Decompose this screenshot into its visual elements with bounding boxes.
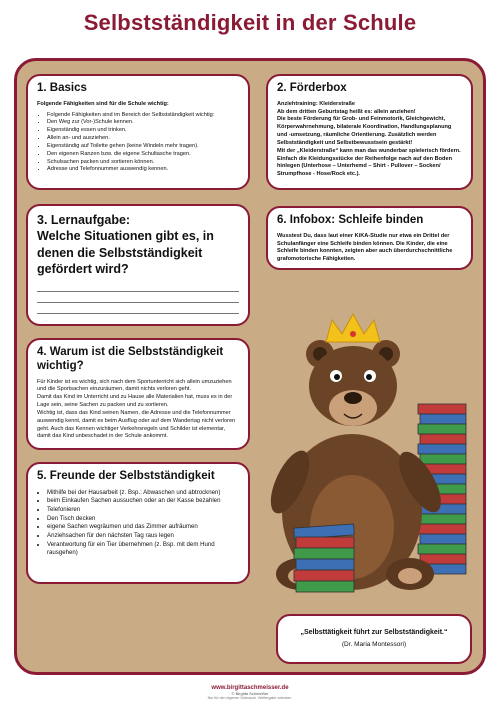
list-item: • Verantwortung für ein Tier übernehmen (z. Bsp. mit dem Hund rausgehen) (47, 541, 239, 558)
footer-copyright: © Birgitta Schmeißer (231, 691, 269, 696)
list-item: • Adresse und Telefonnummer auswendig kennen. (47, 166, 239, 174)
lernaufgabe-heading: 3. Lernaufgabe: (37, 213, 131, 227)
foerderbox-subheading: Anziehtraining: Kleiderstraße (277, 100, 356, 107)
lernaufgabe-box (26, 204, 250, 326)
list-item: • Schulsachen packen und sortieren können. (47, 159, 239, 167)
lernaufgabe-question: Welche Situationen gibt es, in denen die Selbstständigkeit gefördert wird? (37, 229, 214, 276)
basics-box (26, 74, 250, 190)
freunde-list (37, 489, 239, 558)
footer (0, 685, 500, 700)
list-item: • Den eigenen Ranzen bzw. die eigene Schultasche tragen. (47, 151, 239, 159)
list-item: • Allein an- und ausziehen. (47, 135, 239, 143)
answer-line[interactable] (37, 314, 239, 325)
footer-note: Nur für den eigenen Gebrauch. Weitergabe verboten. (207, 696, 293, 700)
list-item: • Eigenständig essen und trinken. (47, 127, 239, 135)
answer-line[interactable] (37, 281, 239, 292)
infobox-heading: 6. Infobox: Schleife binden (277, 214, 424, 226)
list-item: • Den Tisch decken (47, 515, 239, 524)
list-item: • Anziehsachen für den nächsten Tag raus legen (47, 532, 239, 541)
answer-line[interactable] (37, 292, 239, 303)
warum-text: Damit das Kind im Unterricht und zu Hause alle Materialien hat, muss es in der Lage sein, seine Sachen zu packen und zu sortieren. (37, 394, 233, 409)
quote-author: (Dr. Maria Montessori) (341, 640, 407, 648)
list-item: • Telefonieren (47, 506, 239, 515)
basics-intro: Folgende Fähigkeiten sind für die Schule wichtig: (37, 100, 169, 107)
list-item: • beim Einkaufen Sachen aussuchen oder an der Kasse bezahlen (47, 497, 239, 506)
list-item: • Eigenständig auf Toilette gehen (keine Windeln mehr tragen). (47, 143, 239, 151)
warum-box (26, 338, 250, 450)
warum-text: Wichtig ist, dass das Kind seinen Namen, die Adresse und die Telefonnummer auswendig kennt, damit es beim Ausflug oder auf dem Wandertag nicht verloren geht. Auch das Kennen wichtiger Verkehrsregeln und Schilder ist elementar, damit das Kind unbeschadet in der Schule ankommt. (37, 409, 236, 440)
foerderbox-text: Mit der „Kleiderstraße“ kann man das wunderbar spielerisch fördern. Einfach die Kleidungsstücke der Reihenfolge nach auf den Boden hinlegen (Unterhose – Unterhemd – Shirt - Pullover – Socken/ Strumpfhose - Hose/Rock etc.). (277, 147, 461, 178)
foerderbox-text: Ab dem dritten Geburtstag heißt es: allein anziehen! (277, 108, 416, 115)
list-item: • Den Weg zur (Vor-)Schule kennen. (47, 119, 239, 127)
list-item: • eigene Sachen wegräumen und das Zimmer aufräumen (47, 523, 239, 532)
list-item: • Folgende Fähigkeiten sind im Bereich der Selbstständigkeit wichtig: (47, 112, 239, 120)
freunde-box (26, 462, 250, 584)
answer-line[interactable] (37, 303, 239, 314)
book-stack-icon (294, 524, 355, 592)
footer-url[interactable]: www.birgittaschmeisser.de (211, 685, 289, 691)
crown-icon (326, 314, 380, 342)
foerderbox-text: Die beste Förderung für Grob- und Feinmotorik, Gleichgewicht, Körperwahrnehmung, bilaterale Koordination, Handlungsplanung und -umsetzung, räumliche Orientierung. Zusätzlich werden Selbstständigkeit und Selbstbewusstsein gestärkt! (277, 116, 452, 146)
warum-heading: 4. Warum ist die Selbstständigkeit wichtig? (37, 346, 224, 372)
quote-box (276, 614, 472, 664)
list-item: • Mithilfe bei der Hausarbeit (z. Bsp.: Abwaschen und abtrocknen) (47, 489, 239, 498)
quote-text: „Selbsttätigkeit führt zur Selbstständigkeit.“ (300, 629, 448, 636)
infobox-box (266, 206, 473, 270)
warum-text: Für Kinder ist es wichtig, sich nach dem Sportunterricht sich allein umzuziehen und die Sportsachen einzuräumen, damit nichts verloren geht. (37, 378, 232, 393)
basics-list (37, 112, 239, 175)
basics-heading: 1. Basics (37, 82, 87, 94)
freunde-heading: 5. Freunde der Selbstständigkeit (37, 470, 215, 482)
page-title: Selbstständigkeit in der Schule (83, 10, 417, 35)
bear-illustration (270, 312, 480, 612)
foerderbox-box (266, 74, 473, 190)
foerderbox-heading: 2. Förderbox (277, 82, 347, 94)
infobox-text: Wusstest Du, dass laut einer KiKA-Studie nur etwa ein Drittel der Schulanfänger eine Schleife binden können. Die Kinder, die eine Schleife binden konnten, zeigten aber auch überdurchschnittliche grafomotorische Fähigkeiten. (277, 232, 453, 263)
